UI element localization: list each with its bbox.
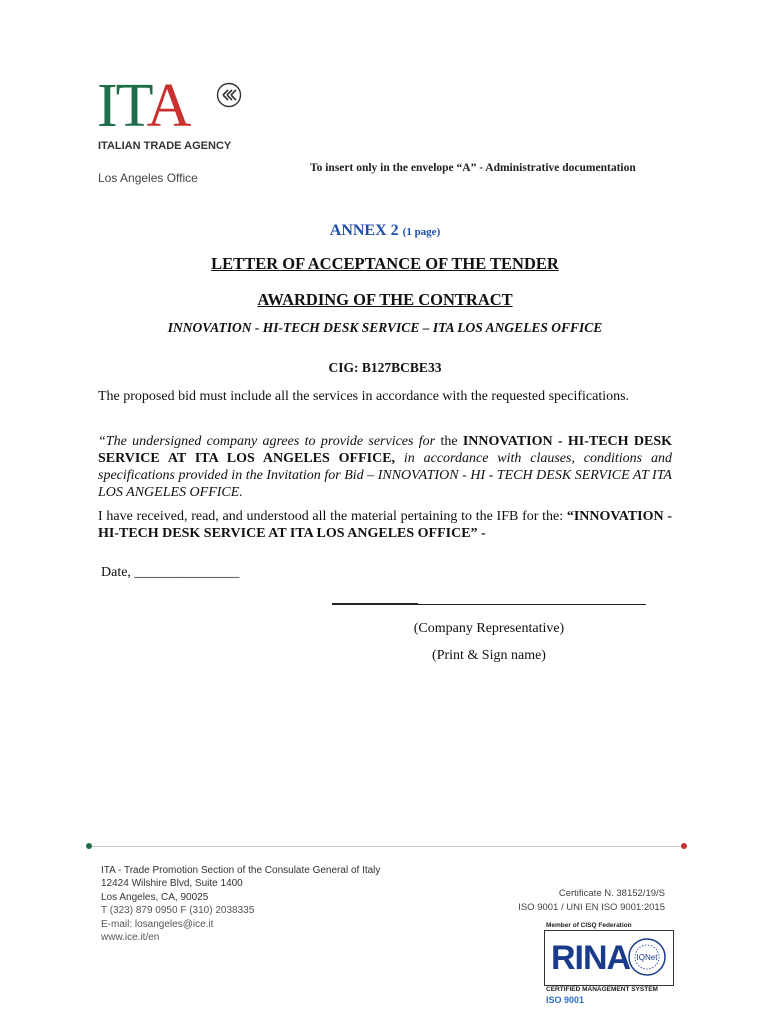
agreement-intro: “The undersigned company agrees to provide services for xyxy=(98,434,441,449)
signature-line xyxy=(332,604,646,605)
award-title: AWARDING OF THE CONTRACT xyxy=(257,290,513,309)
letter-title: LETTER OF ACCEPTANCE OF THE TENDER xyxy=(211,254,559,273)
received-service-name: “INNOVATION - HI-TECH DESK SERVICE AT ITA LOS ANGELES OFFICE” - xyxy=(98,509,672,541)
envelope-note: To insert only in the envelope “A” - Administrative documentation xyxy=(310,162,636,174)
certificate-number: Certificate N. 38152/19/S xyxy=(558,888,665,899)
annex-pages: (1 page) xyxy=(402,226,441,238)
service-subtitle: INNOVATION - HI-TECH DESK SERVICE – ITA LOS ANGELES OFFICE xyxy=(167,320,603,335)
iqnet-text: IQNet xyxy=(636,953,658,962)
iso-9001-label: ISO 9001 xyxy=(546,995,585,1005)
ita-arrows-icon xyxy=(216,82,242,108)
received-text: I have received, read, and understood all the material pertaining to the IFB for the: xyxy=(98,509,567,524)
footer-green-dot xyxy=(86,843,92,849)
phone-line: T (323) 879 0950 F (310) 2038335 xyxy=(101,905,255,917)
cig-code: CIG: B127BCBE33 xyxy=(328,360,442,375)
website-link[interactable]: www.ice.it/en xyxy=(101,932,160,944)
iqnet-icon xyxy=(627,937,667,977)
cisq-member-label: Member of CISQ Federation xyxy=(546,922,632,929)
date-field: Date, _______________ xyxy=(101,565,240,580)
rina-certification-logo xyxy=(544,930,674,986)
agreement-paragraph xyxy=(98,433,672,501)
office-name: Los Angeles Office xyxy=(98,171,198,185)
certificate-info xyxy=(480,887,665,915)
footer-address xyxy=(101,864,380,944)
footer-red-dot xyxy=(681,843,687,849)
address-line: ITA - Trade Promotion Section of the Consulate General of Italy xyxy=(101,865,381,876)
print-sign-label: (Print & Sign name) xyxy=(432,648,546,663)
footer-divider xyxy=(92,846,682,847)
iso-standard: ISO 9001 / UNI EN ISO 9001:2015 xyxy=(518,902,665,913)
agency-name: ITALIAN TRADE AGENCY xyxy=(98,140,232,152)
agreement-conditions: in accordance with clauses, conditions and specifications provided in the Invitation for Bid – INNOVATION - HI - TECH DESK SERVICE AT ITA LOS ANGELES OFFICE. xyxy=(98,451,672,500)
logo-letters: ITA xyxy=(97,72,190,140)
address-line: 12424 Wilshire Blvd, Suite 1400 xyxy=(101,878,243,890)
bid-requirement-text: The proposed bid must include all the services in accordance with the requested specifications. xyxy=(98,389,630,404)
received-paragraph xyxy=(98,508,672,542)
email-line: E-mail: losangeles@ice.it xyxy=(101,918,214,930)
rina-logo-text: RINA xyxy=(551,939,631,977)
annex-label: ANNEX 2 xyxy=(329,222,399,239)
company-representative-label: (Company Representative) xyxy=(413,621,565,636)
address-line: Los Angeles, CA, 90025 xyxy=(101,891,209,903)
agreement-service-name: INNOVATION - HI-TECH DESK SERVICE AT ITA LOS ANGELES OFFICE, xyxy=(98,434,672,466)
certified-system-label: CERTIFIED MANAGEMENT SYSTEM xyxy=(546,986,658,993)
agreement-the: the xyxy=(440,434,463,449)
annex-heading xyxy=(0,222,770,240)
